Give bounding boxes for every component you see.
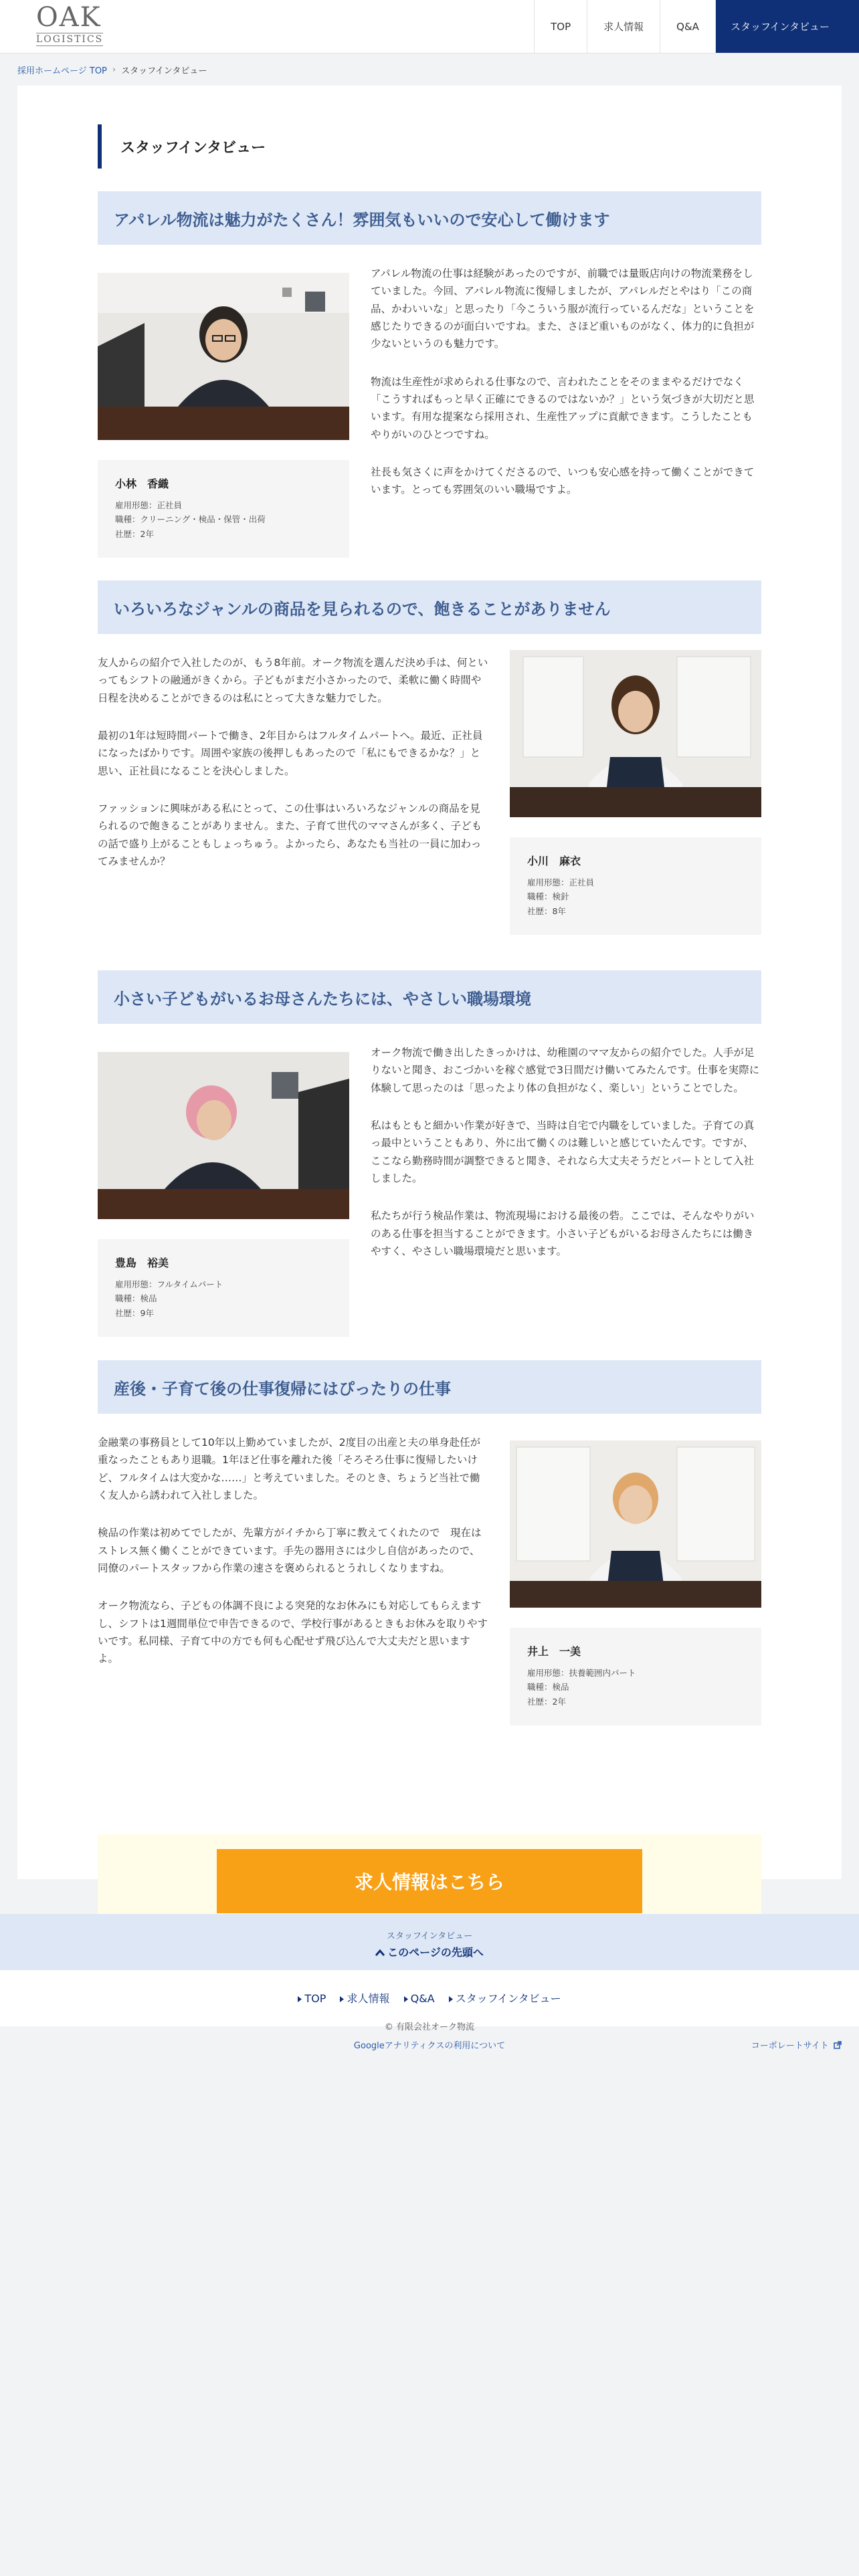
interview-paragraph: オーク物流なら、子どもの体調不良による突発的なお休みにも対応してもらえますし、シフトは1週間単位で申告できるので、学校行事があるときもお休みを取りやすいです。私同様、子育て中の方でも何も心配せず飛び込んで大丈夫だと思いますよ。 <box>98 1600 488 1665</box>
footer-nav-label: TOP <box>304 1992 326 2005</box>
nav-top[interactable]: TOP <box>534 0 587 53</box>
interview-paragraph: アパレル物流の仕事は経験があったのですが、前職では量販店向けの物流業務をしていました。今回、アパレル物流に復帰しましたが、アパレルだとやはり「この商品、かわいいな」と思ったり「今こういう服が流行っているんだな」ということを感じたりできるのが面白いですね。また、さほど重いものがなく、体力的に負担が少ないというのも魅力です。 <box>371 267 755 350</box>
breadcrumb-home-link[interactable]: 採用ホームページ TOP <box>17 66 107 76</box>
staff-name: 井上 一美 <box>527 1645 581 1658</box>
interview-paragraph: オーク物流で働き出したきっかけは、幼稚園のママ友からの紹介でした。人手が足りないと聞き、おこづかいを稼ぐ感覚で3日間だけ働いてみたんです。仕事を実際に体験して思ったのは「思ったより体の負担がなく、楽しい」ということでした。 <box>371 1047 760 1094</box>
staff-profile-card <box>98 1239 349 1337</box>
interview-section-4 <box>98 1360 761 1707</box>
job-info-button[interactable]: 求人情報はこちら <box>217 1849 642 1913</box>
section-heading: いろいろなジャンルの商品を見られるので、飽きることがありません <box>98 580 761 634</box>
staff-employment: 雇用形態：扶養範囲内パート <box>527 1668 636 1679</box>
footer-nav-label: Q&A <box>410 1992 435 2005</box>
staff-role: 職種：クリーニング・検品・保管・出荷 <box>115 514 266 525</box>
interview-paragraph: 友人からの紹介で入社したのが、もう8年前。オーク物流を選んだ決め手は、何といってもシフトの融通がきくから。子どもがまだ小さかったので、柔軟に働く時間や日程を決めることができるのは私にとって大きな魅力でした。 <box>98 657 488 704</box>
page-title: スタッフインタビュー <box>98 124 761 169</box>
triangle-right-icon <box>298 1996 302 2002</box>
interview-paragraph: 検品の作業は初めてでしたが、先輩方がイチから丁寧に教えてくれたので 現在はストレス無く働くことができています。手先の器用さには少し自信があったので、同僚のパートスタッフから作業の速さを褒められるとうれしくなりますね。 <box>98 1527 482 1575</box>
staff-photo-illustration <box>98 1052 349 1219</box>
interview-paragraph: 金融業の事務員として10年以上勤めていましたが、2度目の出産と夫の単身赴任が重なったこともあり退職。1年ほど仕事を離れた後「そろそろ仕事に復帰したいけど、フルタイムは大変かな……」と考えていました。そのとき、ちょうど当社で働く友人から誘われて入社しました。 <box>98 1436 481 1502</box>
triangle-right-icon <box>404 1996 408 2002</box>
triangle-right-icon <box>449 1996 453 2002</box>
nav-staff-interview[interactable]: スタッフインタビュー <box>715 0 859 53</box>
staff-name: 小川 麻衣 <box>527 855 581 867</box>
site-logo[interactable] <box>0 0 103 53</box>
google-analytics-link[interactable]: Googleアナリティクスの利用について <box>353 2041 506 2051</box>
interview-section-1 <box>98 191 761 539</box>
staff-role: 職種：検針 <box>527 891 569 902</box>
staff-photo-illustration <box>510 650 761 817</box>
footer-nav <box>0 1990 859 2006</box>
interview-section-2 <box>98 580 761 916</box>
content-inner <box>98 124 761 1893</box>
staff-employment: 雇用形態：正社員 <box>527 877 595 888</box>
corporate-site-label: コーポレートサイト <box>751 2041 829 2051</box>
nav-qa[interactable]: Q&A <box>660 0 715 53</box>
interview-paragraph: 物流は生産性が求められる仕事なので、言われたことをそのままやるだけでなく「こうすればもっと早く正確にできるのではないか？」という気づきが大切だと思います。有用な提案なら採用され、生産性アップに貢献できます。こうしたこともやりがいのひとつですね。 <box>371 375 755 441</box>
page-top-subtitle: スタッフインタビュー <box>386 1931 473 1941</box>
staff-name: 小林 香織 <box>115 477 169 490</box>
interview-text <box>371 1044 761 1280</box>
interview-text <box>98 1434 488 1688</box>
page-top-bar[interactable] <box>0 1914 859 1970</box>
triangle-right-icon <box>340 1996 344 2002</box>
staff-employment: 雇用形態：フルタイムパート <box>115 1279 223 1290</box>
interview-paragraph: 私はもともと細かい作業が好きで、当時は自宅で内職をしていました。子育ての真っ最中ということもあり、外に出て働くのは難しいと感じていたんです。ですが、ここなら勤務時間が調整できると聞き、それなら大丈夫そうだとパートとして入社しました。 <box>371 1119 755 1185</box>
external-link-icon <box>834 2041 842 2049</box>
footer-nav-staff-interview[interactable] <box>449 1992 561 2005</box>
interview-paragraph: 最初の1年は短時間パートで働き、2年目からはフルタイムパートへ。最近、正社員になったばかりです。周囲や家族の後押しもあったので「私にもできるかな？」と思い、正社員になることを決心しました。 <box>98 730 483 777</box>
breadcrumb <box>0 53 859 86</box>
page-top-link[interactable] <box>0 1944 859 1959</box>
staff-photo-illustration <box>98 273 349 440</box>
staff-profile-card <box>510 837 761 935</box>
chevron-up-icon <box>375 1949 385 1957</box>
staff-name: 豊島 裕美 <box>115 1257 169 1269</box>
staff-photo <box>510 650 761 817</box>
nav-jobs[interactable]: 求人情報 <box>587 0 660 53</box>
interview-text <box>98 654 488 890</box>
footer-nav-label: スタッフインタビュー <box>455 1992 561 2005</box>
staff-tenure: 社歴：2年 <box>115 528 154 539</box>
footer-nav-jobs[interactable] <box>340 1992 389 2005</box>
staff-photo <box>98 1052 349 1219</box>
staff-tenure: 社歴：8年 <box>527 905 566 916</box>
breadcrumb-current: スタッフインタビュー <box>121 66 207 76</box>
staff-photo-illustration <box>510 1440 761 1608</box>
interview-paragraph: 社長も気さくに声をかけてくださるので、いつも安心感を持って働くことができています。とっても雰囲気のいい職場ですよ。 <box>371 466 755 496</box>
interview-text <box>371 265 761 519</box>
site-footer <box>0 1970 859 2051</box>
content-panel <box>17 86 842 1893</box>
interview-paragraph: 私たちが行う検品作業は、物流現場における最後の砦。ここでは、そんなやりがいのある仕事を担当することができます。小さい子どもがいるお母さんたちには働きやすく、やさしい職場環境だと思います。 <box>371 1210 755 1258</box>
site-header <box>0 0 859 53</box>
interview-section-3 <box>98 970 761 1318</box>
staff-profile-card <box>510 1628 761 1725</box>
staff-profile-card <box>98 460 349 558</box>
staff-role: 職種：検品 <box>115 1293 157 1304</box>
page-top-label: このページの先頭へ <box>387 1946 484 1959</box>
footer-nav-top[interactable] <box>298 1992 326 2005</box>
logo-text-oak: OAK <box>36 2 102 33</box>
interview-paragraph: ファッションに興味がある私にとって、この仕事はいろいろなジャンルの商品を見られるので飽きることがありません。また、子育て世代のママさんが多く、子どもの話で盛り上がることもしょっちゅう。よかったら、あなたも当社の一員に加わってみませんか？ <box>98 802 482 868</box>
footer-nav-label: 求人情報 <box>347 1992 390 2005</box>
copyright: © 有限会社オーク物流 <box>384 2022 475 2032</box>
footer-nav-qa[interactable] <box>404 1992 435 2005</box>
corporate-site-link[interactable] <box>751 2038 842 2051</box>
staff-tenure: 社歴：9年 <box>115 1307 154 1318</box>
section-heading: 産後・子育て後の仕事復帰にはぴったりの仕事 <box>98 1360 761 1414</box>
staff-employment: 雇用形態：正社員 <box>115 500 183 511</box>
section-heading: アパレル物流は魅力がたくさん！雰囲気もいいので安心して働けます <box>98 191 761 245</box>
staff-role: 職種：検品 <box>527 1682 569 1693</box>
breadcrumb-separator: › <box>112 64 116 75</box>
section-heading: 小さい子どもがいるお母さんたちには、やさしい職場環境 <box>98 970 761 1024</box>
global-nav <box>534 0 859 53</box>
staff-photo <box>98 273 349 440</box>
logo-text-logistics: LOGISTICS <box>36 34 104 45</box>
staff-photo <box>510 1440 761 1608</box>
staff-tenure: 社歴：2年 <box>527 1696 566 1707</box>
